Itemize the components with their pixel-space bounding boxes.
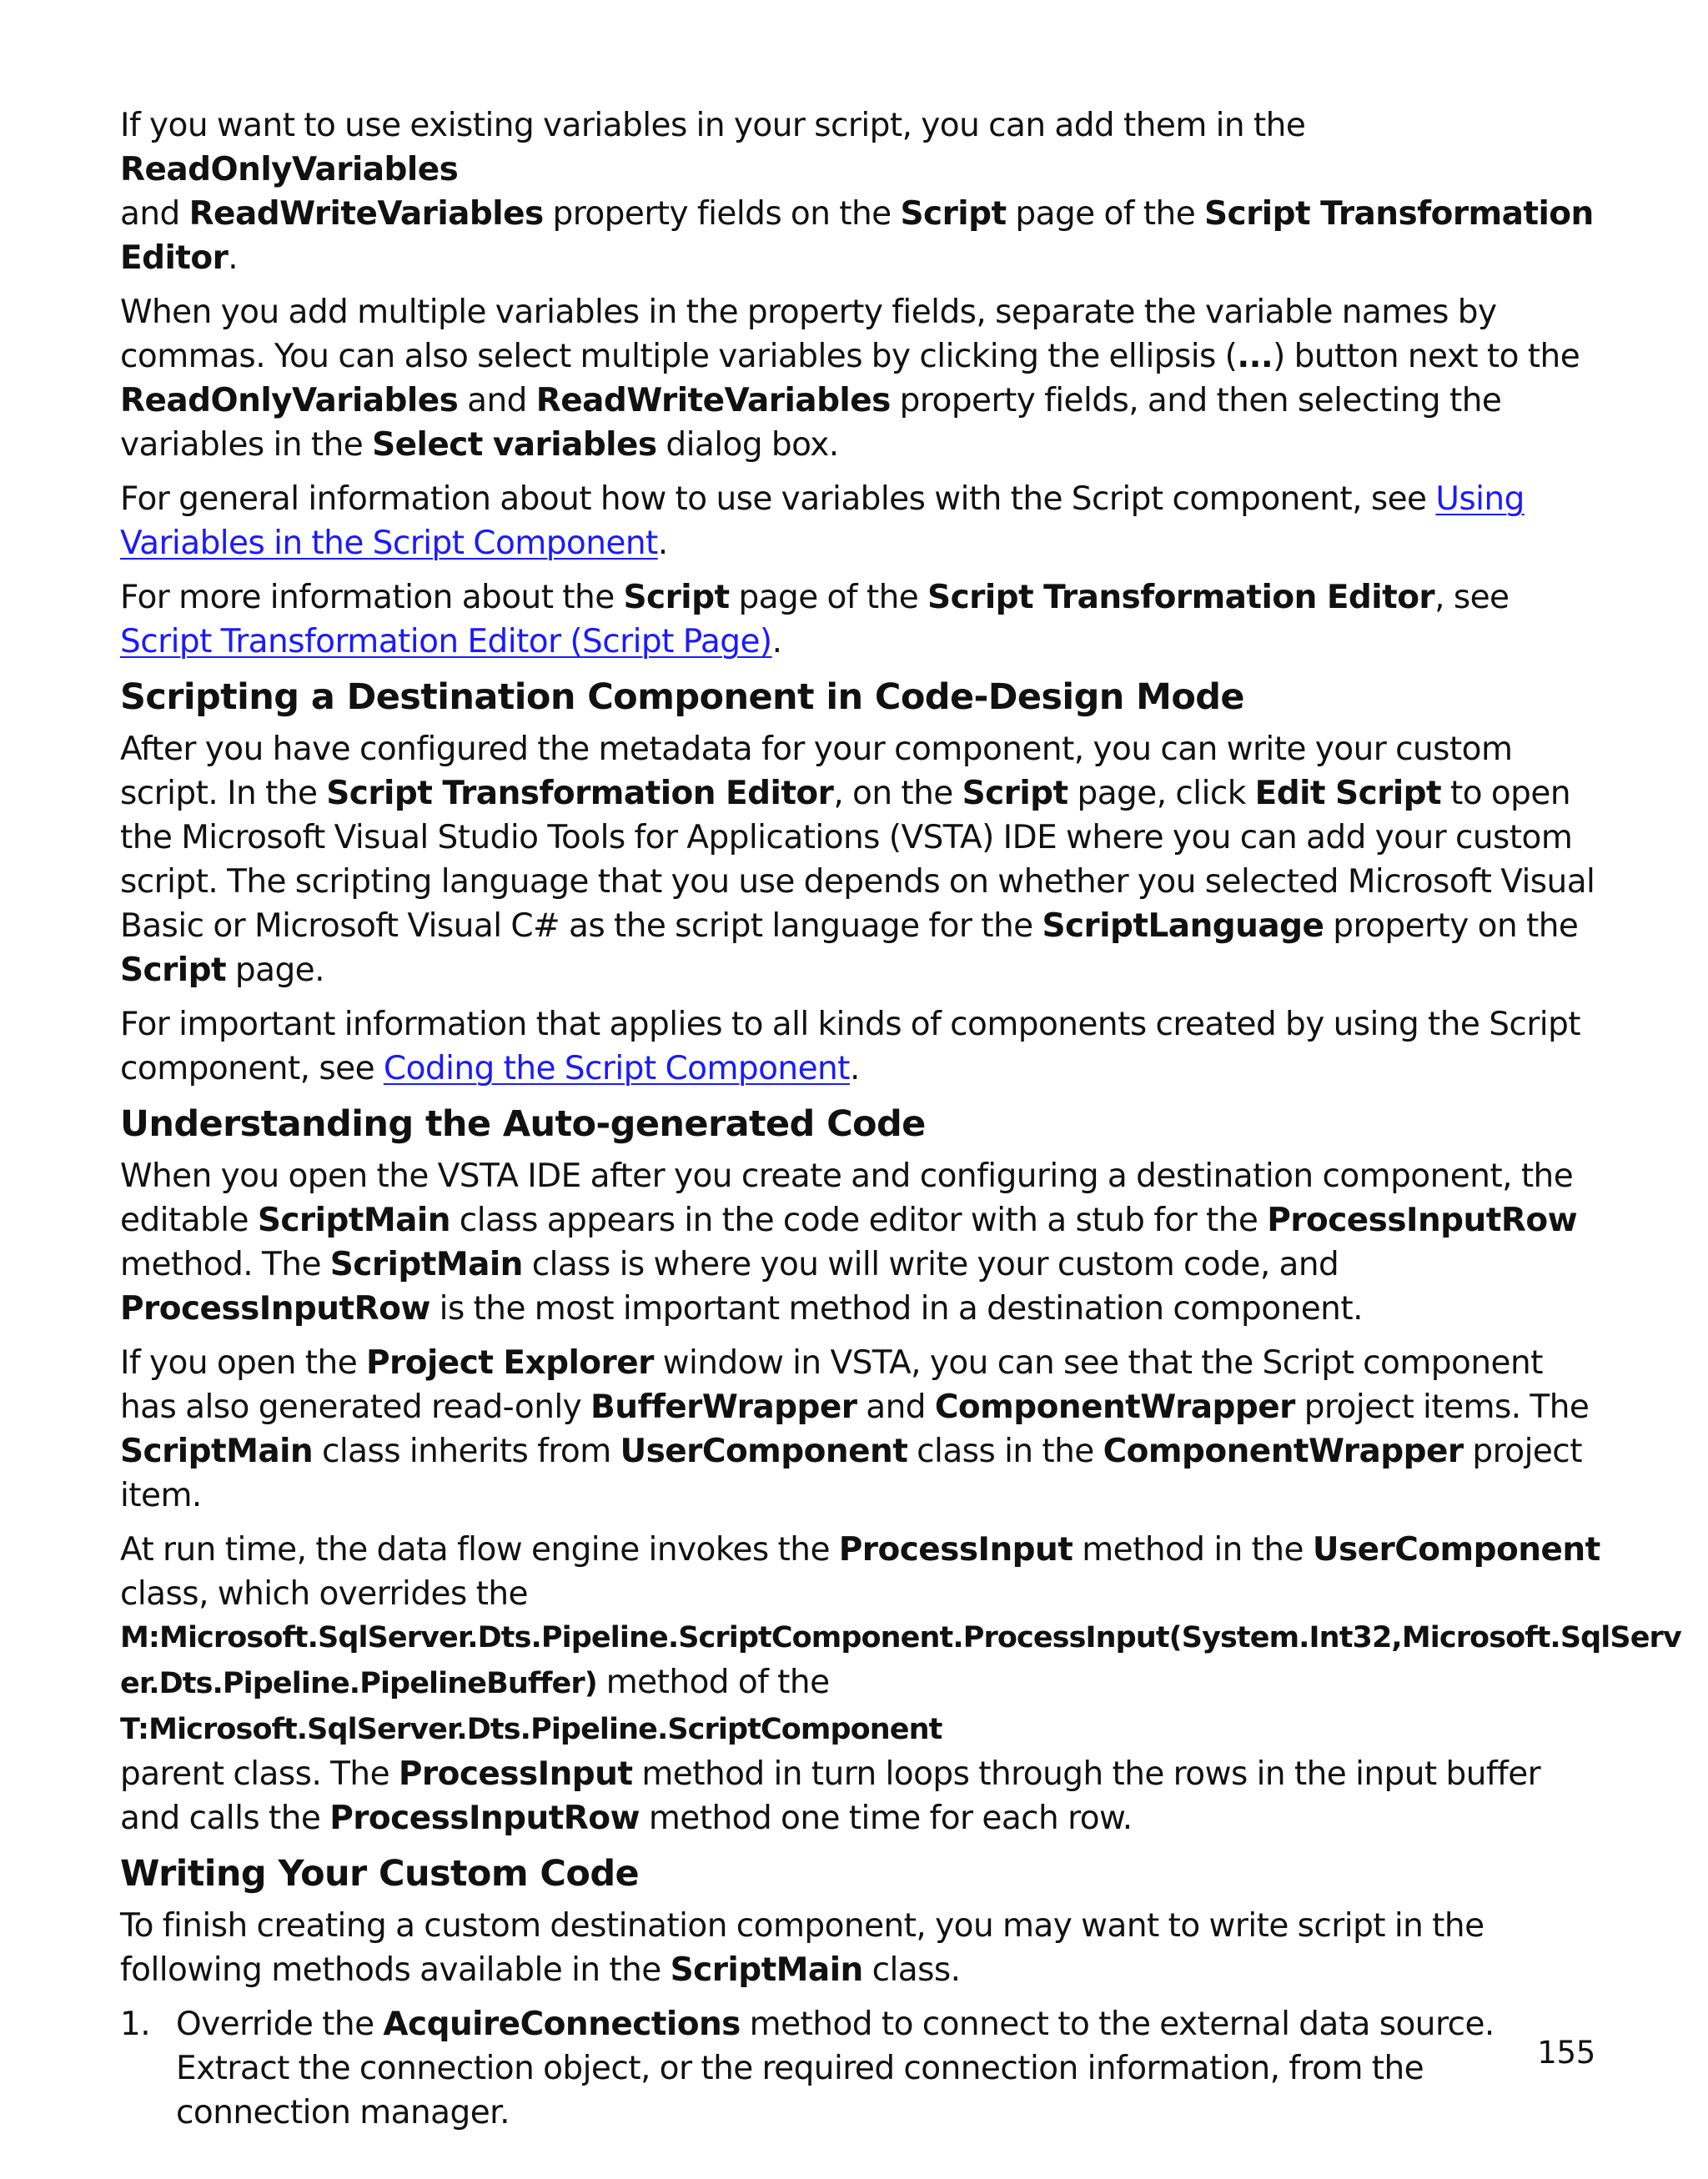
text: property fields, and then selecting the variables in the	[120, 382, 1502, 464]
text: is the most important method in a destination component.	[430, 1290, 1363, 1328]
text: , see	[1434, 579, 1510, 616]
text: method in turn loops through the rows in the input buffer and calls the	[120, 1755, 1541, 1837]
text: class inherits from	[313, 1433, 620, 1470]
term-scriptlanguage: ScriptLanguage	[1042, 907, 1324, 945]
term-script-transformation-editor: Script Transformation Editor	[927, 579, 1435, 616]
text: .	[849, 1050, 860, 1087]
text: When you add multiple variables in the property fields, separate the variable names by commas. You can also select multiple variables by clicking the ellipsis (	[120, 294, 1497, 375]
text: class is where you will write your custom code, and	[522, 1246, 1339, 1283]
text: method. The	[120, 1246, 330, 1283]
paragraph-more-information	[120, 575, 1600, 664]
paragraph-open-vsta-ide	[120, 1154, 1600, 1331]
link-coding-script-component[interactable]: Coding the Script Component	[383, 1050, 850, 1087]
term-bufferwrapper: BufferWrapper	[590, 1388, 857, 1426]
term-scriptmain: ScriptMain	[670, 1951, 863, 1989]
term-readonlyvariables: ReadOnlyVariables	[120, 382, 459, 419]
term-select-variables: Select variables	[372, 426, 657, 464]
text: When you open the VSTA IDE after you create and configuring a destination component, the editable	[120, 1157, 1574, 1239]
type-signature-scriptcomponent: T:Microsoft.SqlServer.Dts.Pipeline.ScriptComponent	[120, 1713, 942, 1746]
term-readonlyvariables: ReadOnlyVariables	[120, 151, 459, 188]
paragraph-run-time	[120, 1528, 1681, 1840]
text: window in VSTA, you can see that the Script component has also generated read-only	[120, 1344, 1543, 1426]
term-script: Script	[900, 195, 1007, 233]
text: .	[771, 623, 782, 660]
term-ellipsis: ...	[1237, 338, 1273, 375]
text: method one time for each row.	[640, 1800, 1133, 1837]
term-processinputrow: ProcessInputRow	[120, 1290, 430, 1328]
text: For general information about how to use variables with the Script component, see	[120, 480, 1436, 518]
text: page of the	[729, 579, 928, 616]
text: ) button next to the	[1273, 338, 1580, 375]
text: For more information about the	[120, 579, 624, 616]
text: class, which overrides the	[120, 1575, 528, 1613]
text: and	[857, 1388, 935, 1426]
text: , on the	[833, 775, 962, 812]
term-componentwrapper: ComponentWrapper	[1103, 1433, 1464, 1470]
paragraph-project-explorer	[120, 1341, 1600, 1518]
text: method to connect to the external data source. Extract the connection object, or the required connection information, from the connection manager.	[176, 2006, 1494, 2131]
heading-writing-custom-code: Writing Your Custom Code	[120, 1853, 640, 1895]
paragraph-finish-creating	[120, 1904, 1600, 1992]
text: project item.	[120, 1433, 1582, 1514]
text: dialog box.	[656, 426, 839, 464]
text: class.	[862, 1951, 961, 1989]
text: to open the Microsoft Visual Studio Tools for Applications (VSTA) IDE where you can add your custom script. The scripting language that you use depends on whether you selected Microsoft Visual Basic or Microsoft Visual C# as the script language for the	[120, 775, 1595, 945]
page-number: 155	[1537, 2035, 1595, 2071]
paragraph-configured-metadata	[120, 727, 1600, 992]
term-componentwrapper: ComponentWrapper	[934, 1388, 1295, 1426]
term-script: Script	[623, 579, 730, 616]
term-processinput: ProcessInput	[398, 1755, 633, 1793]
link-using-variables[interactable]: Using Variables in the Script Component	[120, 480, 1525, 562]
text: After you have configured the metadata for your component, you can write your custom script. In the	[120, 731, 1513, 812]
term-script-transformation-editor: Script Transformation Editor	[120, 195, 1594, 277]
term-readwritevariables: ReadWriteVariables	[188, 195, 544, 233]
text: class appears in the code editor with a stub for the	[450, 1202, 1268, 1239]
text: method of the	[596, 1664, 830, 1701]
text: and	[458, 382, 536, 419]
term-scriptmain: ScriptMain	[329, 1246, 523, 1283]
text: For important information that applies to all kinds of components created by using the Script component, see	[120, 1006, 1581, 1087]
text: Override the	[176, 2006, 384, 2043]
list-number: 1.	[120, 2006, 151, 2043]
text: and	[120, 195, 189, 233]
term-script: Script	[120, 951, 227, 989]
paragraph-multiple-variables	[120, 290, 1600, 467]
method-list	[120, 2002, 1600, 2135]
term-script-transformation-editor: Script Transformation Editor	[326, 775, 834, 812]
term-processinputrow: ProcessInputRow	[1267, 1202, 1578, 1239]
term-usercomponent: UserComponent	[1312, 1531, 1600, 1569]
text: To finish creating a custom destination component, you may want to write script in the following methods available in the	[120, 1907, 1484, 1989]
paragraph-existing-variables	[120, 103, 1600, 280]
text: page, click	[1068, 775, 1255, 812]
heading-scripting-destination: Scripting a Destination Component in Code-Design Mode	[120, 676, 1245, 718]
text: parent class. The	[120, 1755, 399, 1793]
method-signature-processinput: M:Microsoft.SqlServer.Dts.Pipeline.ScriptComponent.ProcessInput(System.Int32,Microsoft.SqlServ	[120, 1621, 1681, 1654]
text: page of the	[1006, 195, 1204, 233]
text: property on the	[1324, 907, 1579, 945]
term-scriptmain: ScriptMain	[120, 1433, 314, 1470]
text: page.	[226, 951, 324, 989]
method-signature-processinput-continued: er.Dts.Pipeline.PipelineBuffer)	[120, 1667, 597, 1700]
text: property fields on the	[543, 195, 901, 233]
text: If you open the	[120, 1344, 367, 1382]
link-script-transformation-editor[interactable]: Script Transformation Editor (Script Page)	[120, 623, 772, 660]
paragraph-important-information	[120, 1002, 1600, 1091]
document-page	[120, 103, 1681, 2135]
text: At run time, the data flow engine invokes the	[120, 1531, 839, 1569]
heading-auto-generated-code: Understanding the Auto-generated Code	[120, 1103, 926, 1145]
paragraph-general-information	[120, 477, 1600, 565]
term-acquireconnections: AcquireConnections	[383, 2006, 741, 2043]
term-script: Script	[962, 775, 1068, 812]
term-scriptmain: ScriptMain	[257, 1202, 450, 1239]
term-edit-script: Edit Script	[1254, 775, 1442, 812]
list-item	[120, 2002, 1600, 2135]
text: project items. The	[1294, 1388, 1590, 1426]
term-processinputrow: ProcessInputRow	[329, 1800, 640, 1837]
term-readwritevariables: ReadWriteVariables	[535, 382, 891, 419]
text: If you want to use existing variables in your script, you can add them in the	[120, 107, 1306, 144]
term-usercomponent: UserComponent	[620, 1433, 908, 1470]
text: class in the	[907, 1433, 1103, 1470]
term-project-explorer: Project Explorer	[366, 1344, 654, 1382]
text: method in the	[1073, 1531, 1313, 1569]
text: .	[657, 525, 668, 562]
text: .	[228, 239, 239, 277]
term-processinput: ProcessInput	[838, 1531, 1073, 1569]
